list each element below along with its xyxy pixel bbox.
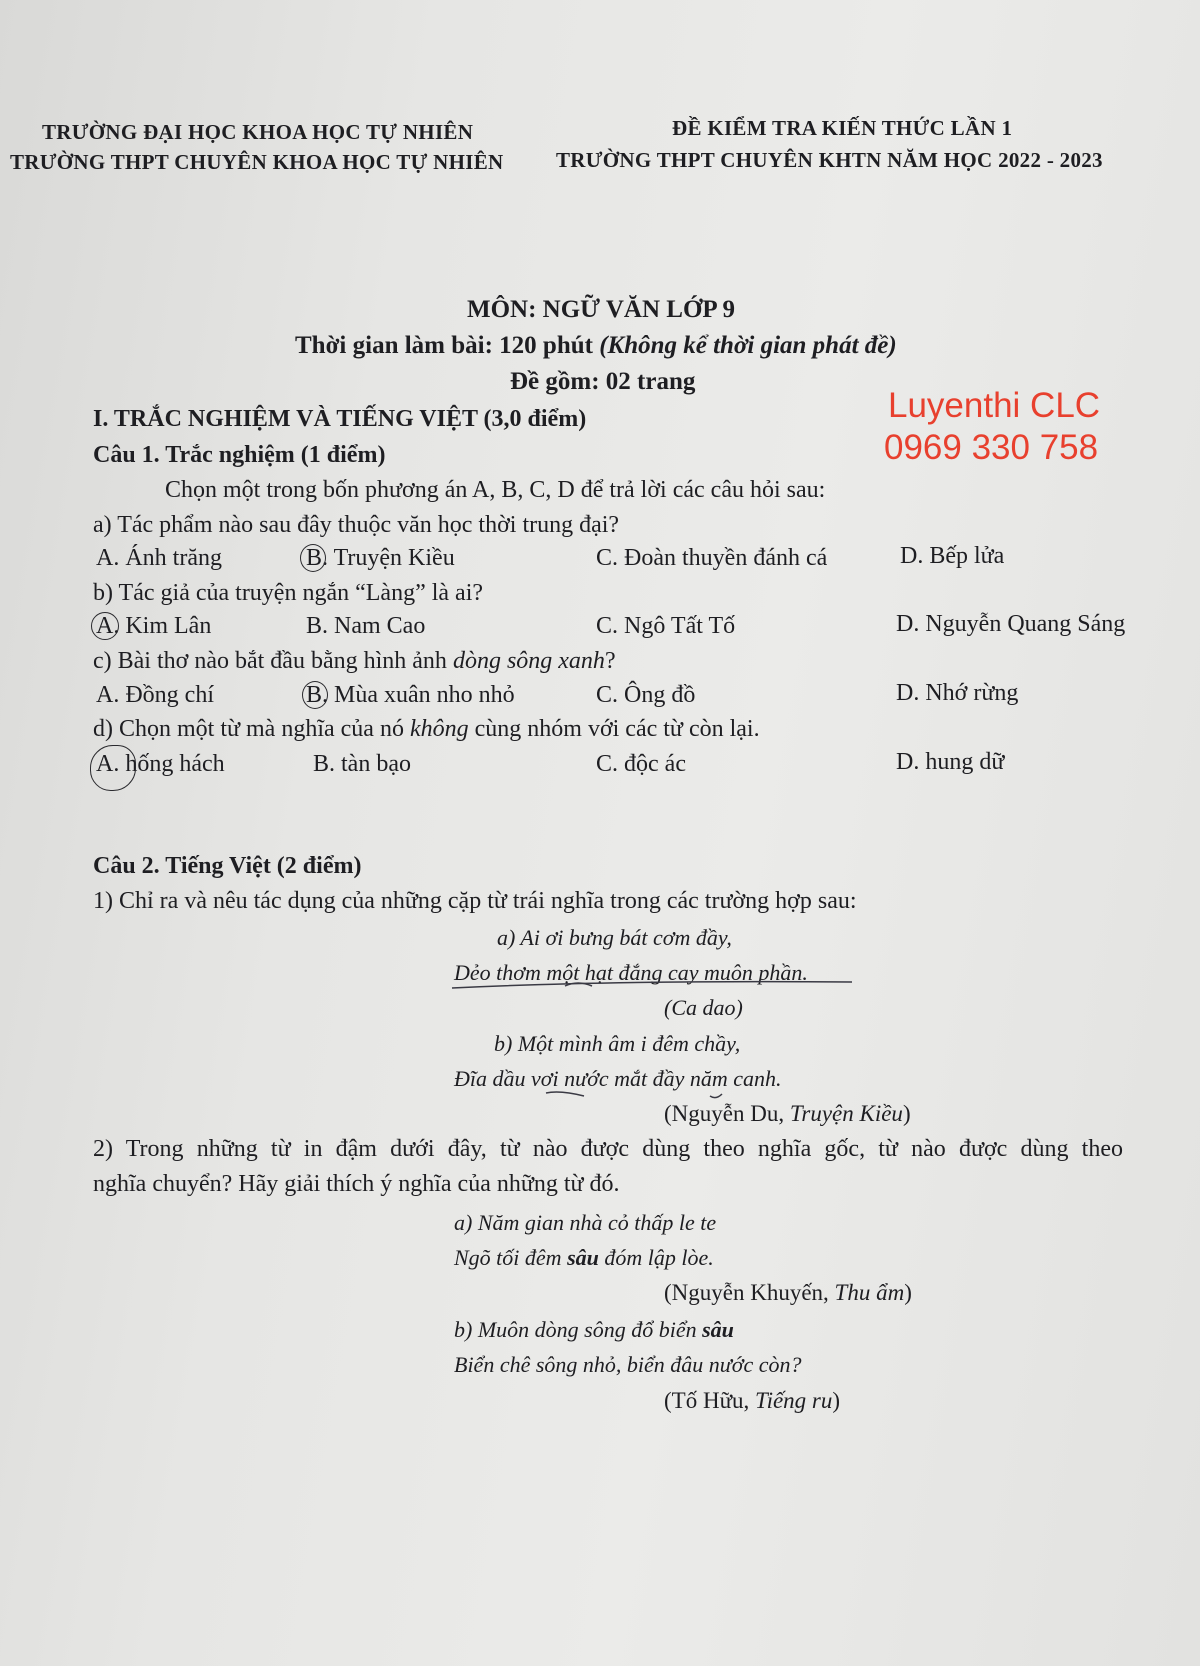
question-c-option-a: A. Đồng chí (96, 682, 214, 708)
question-d-stem-pre: d) Chọn một từ mà nghĩa của nó (93, 716, 410, 742)
question-c-stem-pre: c) Bài thơ nào bắt đầu bằng hình ảnh (93, 648, 453, 674)
poem-d-line-1-pre: b) Muôn dòng sông đổ biển (454, 1317, 703, 1342)
question-b-option-a: A. Kim Lân (96, 613, 212, 639)
answer-circle-d (90, 745, 136, 791)
time-label: Thời gian làm bài: 120 phút (295, 332, 600, 359)
exam-title-line1: ĐỀ KIỂM TRA KIẾN THỨC LẦN 1 (672, 116, 1013, 140)
page-count: Đề gồm: 02 trang (510, 368, 696, 395)
question-d-option-a: A. hống hách (96, 751, 225, 777)
poem-c-line-2-post: đóm lập lòe. (598, 1245, 714, 1270)
question-d-stem-post: cùng nhóm với các từ còn lại. (468, 716, 760, 742)
time-line (295, 332, 897, 360)
question-c-stem-post: ? (604, 648, 616, 674)
poem-c-source-close: ) (904, 1280, 912, 1305)
time-note: (Không kể thời gian phát đề) (599, 332, 897, 359)
tick-mark-poem-b (710, 1094, 722, 1098)
question-2-heading: Câu 2. Tiếng Việt (2 điểm) (93, 853, 362, 879)
question-b-option-c: C. Ngô Tất Tố (596, 613, 736, 639)
question-1-heading: Câu 1. Trắc nghiệm (1 điểm) (93, 442, 386, 468)
poem-d-line-1 (454, 1317, 734, 1343)
question-c-stem (93, 648, 616, 675)
poem-d-line-2: Biển chê sông nhỏ, biển đâu nước còn? (454, 1352, 802, 1377)
section-1-heading: I. TRẮC NGHIỆM VÀ TIẾNG VIỆT (3,0 điểm) (93, 406, 587, 432)
poem-d-source (664, 1388, 840, 1414)
question-b-option-b: B. Nam Cao (306, 613, 426, 639)
school-name-line1: TRƯỜNG ĐẠI HỌC KHOA HỌC TỰ NHIÊN (42, 120, 474, 144)
question-d-stem-em: không (409, 716, 469, 742)
school-name-line2: TRƯỜNG THPT CHUYÊN KHOA HỌC TỰ NHIÊN (10, 150, 504, 174)
question-d-option-b: B. tàn bạo (313, 751, 411, 777)
subject-title: MÔN: NGỮ VĂN LỚP 9 (467, 296, 736, 323)
poem-c-line-2-pre: Ngõ tối đêm (454, 1245, 568, 1270)
poem-c-source (664, 1280, 912, 1306)
question-2-part-2-line-2: nghĩa chuyển? Hãy giải thích ý nghĩa của những từ đó. (93, 1171, 620, 1197)
question-c-option-b: B. Mùa xuân nho nhỏ (306, 682, 515, 708)
poem-b-source-author: (Nguyễn Du, (664, 1101, 790, 1126)
question-c-stem-em: dòng sông xanh (452, 648, 605, 674)
poem-d-source-close: ) (832, 1388, 841, 1413)
question-d-option-d: D. hung dữ (896, 749, 1005, 775)
poem-c-source-work: Thu ẩm (834, 1280, 905, 1305)
poem-c-line-2 (454, 1245, 714, 1271)
poem-d-source-author: (Tố Hữu, (664, 1388, 756, 1413)
question-c-option-c: C. Ông đồ (596, 682, 696, 708)
question-2-part-2-line-1: 2) Trong những từ in đậm dưới đây, từ nào được dùng theo nghĩa gốc, từ nào được dùng theo (93, 1136, 1123, 1162)
answer-circle-c (302, 681, 328, 709)
question-c-option-d: D. Nhớ rừng (896, 680, 1019, 706)
question-2-part-1: 1) Chỉ ra và nêu tác dụng của những cặp từ trái nghĩa trong các trường hợp sau: (93, 888, 857, 914)
question-d-option-c: C. độc ác (596, 751, 686, 777)
poem-d-source-work: Tiếng ru (755, 1388, 833, 1413)
poem-b-line-1: b) Một mình âm i đêm chầy, (494, 1031, 741, 1056)
poem-b-source-work: Truyện Kiều (789, 1101, 903, 1126)
question-a-option-d: D. Bếp lửa (900, 543, 1005, 569)
question-b-stem: b) Tác giả của truyện ngắn “Làng” là ai? (93, 580, 484, 606)
poem-a-line-2: Dẻo thơm một hạt đắng cay muôn phần. (454, 960, 808, 985)
poem-b-source (664, 1101, 911, 1127)
poem-a-line-1: a) Ai ơi bưng bát cơm đầy, (497, 925, 732, 950)
watermark-phone: 0969 330 758 (884, 428, 1099, 467)
poem-c-line-1: a) Năm gian nhà cỏ thấp le te (454, 1210, 717, 1235)
question-a-stem: a) Tác phẩm nào sau đây thuộc văn học thời trung đại? (93, 512, 620, 538)
answer-circle-b (91, 612, 119, 640)
poem-d-bold-word: sâu (702, 1317, 734, 1342)
answer-circle-a (300, 544, 326, 572)
question-a-option-b: B. Truyện Kiều (306, 545, 455, 571)
poem-b-line-2: Đĩa dầu vơi nước mắt đầy năm canh. (454, 1066, 782, 1091)
question-a-option-a: A. Ánh trăng (96, 545, 222, 571)
question-b-option-d: D. Nguyễn Quang Sáng (896, 611, 1126, 637)
poem-c-source-author: (Nguyễn Khuyến, (664, 1280, 835, 1305)
question-a-option-c: C. Đoàn thuyền đánh cá (596, 545, 828, 571)
watermark-name: Luyenthi CLC (888, 386, 1101, 425)
underline-poem-b (546, 1092, 584, 1096)
question-1-instruction: Chọn một trong bốn phương án A, B, C, D để trả lời các câu hỏi sau: (165, 477, 826, 503)
poem-b-source-close: ) (902, 1101, 911, 1126)
question-d-stem (93, 716, 760, 743)
poem-c-bold-word: sâu (567, 1245, 599, 1270)
poem-a-source: (Ca dao) (664, 995, 743, 1020)
exam-title-line2: TRƯỜNG THPT CHUYÊN KHTN NĂM HỌC 2022 - 2023 (556, 148, 1103, 172)
